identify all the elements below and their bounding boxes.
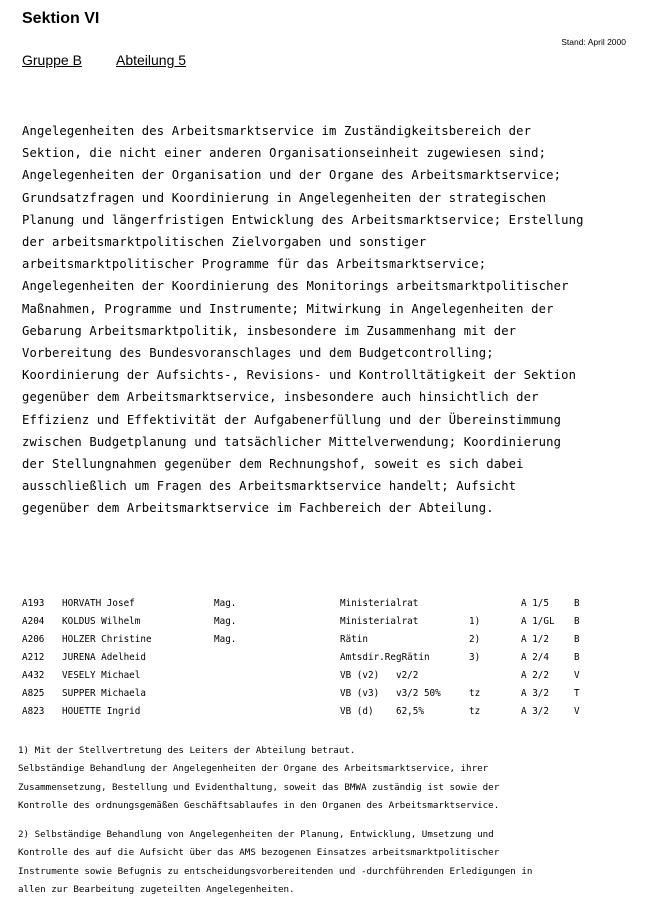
- staff-rank: VB (d) 62,5%: [340, 706, 424, 717]
- staff-id: A823: [22, 706, 45, 717]
- staff-title: Mag.: [214, 598, 237, 609]
- text-line: ausschließlich um Fragen des Arbeitsmarktservice handelt; Aufsicht: [22, 479, 517, 494]
- text-line: Gebarung Arbeitsmarktpolitik, insbesondere im Zusammenhang mit der: [22, 323, 517, 338]
- staff-rank: VB (v2) v2/2: [340, 670, 419, 681]
- staff-rank: Amtsdir.RegRätin: [340, 652, 430, 663]
- text-line: Koordinierung der Aufsichts-, Revisions- und Kontrolltätigkeit der Sektion: [22, 368, 577, 383]
- text-line: zwischen Budgetplanung und tatsächlicher Mittelverwendung; Koordinierung: [22, 434, 562, 449]
- footnote-2-line: Kontrolle des auf die Aufsicht über das AMS bezogenen Einsatzes arbeitsmarktpolitischer: [18, 847, 500, 859]
- staff-grade: A 3/2: [521, 688, 549, 699]
- group-label: Gruppe B: [22, 52, 82, 68]
- staff-name: HORVATH Josef: [62, 598, 135, 609]
- staff-type: V: [574, 706, 580, 717]
- staff-rank: Ministerialrat: [340, 616, 419, 627]
- section-title: Sektion VI: [22, 10, 100, 27]
- text-line: Sektion, die nicht einer anderen Organisationseinheit zugewiesen sind;: [22, 146, 547, 161]
- staff-type: T: [574, 688, 580, 699]
- staff-type: V: [574, 670, 580, 681]
- text-line: Effizienz und Effektivität der Aufgabenerfüllung und der Übereinstimmung: [22, 412, 562, 427]
- date-stamp: Stand: April 2000: [561, 37, 626, 47]
- staff-grade: A 1/GL: [521, 616, 555, 627]
- staff-grade: A 2/2: [521, 670, 549, 681]
- staff-row: [22, 688, 580, 706]
- staff-type: B: [574, 652, 580, 663]
- footnote-2-line: 2) Selbständige Behandlung von Angelegenheiten der Planung, Entwicklung, Umsetzung und: [18, 829, 494, 841]
- staff-note: tz: [469, 688, 481, 699]
- staff-id: A432: [22, 670, 45, 681]
- staff-id: A212: [22, 652, 45, 663]
- department-label: Abteilung 5: [116, 52, 187, 68]
- staff-name: HOLZER Christine: [62, 634, 152, 645]
- staff-row: [22, 652, 580, 670]
- staff-name: SUPPER Michaela: [62, 688, 146, 699]
- footnote-1-line: Zusammensetzung, Bestellung und Evidenthaltung, soweit das BMWA zuständig ist sowie der: [18, 781, 500, 793]
- staff-id: A206: [22, 634, 45, 645]
- staff-grade: A 2/4: [521, 652, 549, 663]
- staff-type: B: [574, 634, 580, 645]
- footnote-1-line: Selbständige Behandlung der Angelegenheiten der Organe des Arbeitsmarktservice, ihrer: [18, 763, 489, 775]
- text-line: Angelegenheiten des Arbeitsmarktservice im Zuständigkeitsbereich der: [22, 124, 532, 138]
- staff-grade: A 3/2: [521, 706, 549, 717]
- text-line: Angelegenheiten der Koordinierung des Monitorings arbeitsmarktpolitischer: [22, 279, 569, 294]
- text-line: gegenüber dem Arbeitsmarktservice im Fachbereich der Abteilung.: [22, 501, 494, 516]
- staff-row: [22, 598, 580, 616]
- staff-note: 3): [469, 652, 481, 663]
- text-line: der Stellungnahmen gegenüber dem Rechnungshof, soweit es sich dabei: [22, 457, 524, 472]
- footnotes: [18, 742, 648, 899]
- staff-grade: A 1/5: [521, 598, 549, 609]
- text-line: Maßnahmen, Programme und Instrumente; Mitwirkung in Angelegenheiten der: [22, 301, 554, 316]
- staff-rank: Ministerialrat: [340, 598, 419, 609]
- footnote-spacer: [18, 815, 648, 826]
- staff-note: 2): [469, 634, 481, 645]
- responsibilities-text: [22, 120, 642, 520]
- staff-row: [22, 616, 580, 634]
- staff-name: JURENA Adelheid: [62, 652, 146, 663]
- text-line: Angelegenheiten der Organisation und der Organe des Arbeitsmarktservice;: [22, 168, 562, 183]
- staff-name: VESELY Michael: [62, 670, 141, 681]
- staff-id: A204: [22, 616, 45, 627]
- footnote-2-line: allen zur Bearbeitung zugeteilten Angelegenheiten.: [18, 884, 295, 896]
- staff-row: [22, 634, 580, 652]
- staff-row: [22, 670, 580, 688]
- footnote-2-line: Instrumente sowie Befugnis zu entscheidungsvorbereitenden und -durchführenden Erledigungen in: [18, 865, 533, 877]
- text-line: der arbeitsmarktpolitischen Zielvorgaben und sonstiger: [22, 235, 427, 250]
- footnote-1-line: 1) Mit der Stellvertretung des Leiters der Abteilung betraut.: [18, 745, 356, 756]
- staff-name: HOUETTE Ingrid: [62, 706, 141, 717]
- staff-rank: Rätin: [340, 634, 368, 645]
- staff-rank: VB (v3) v3/2 50%: [340, 688, 441, 699]
- staff-type: B: [574, 616, 580, 627]
- staff-grade: A 1/2: [521, 634, 549, 645]
- staff-table: [22, 598, 580, 724]
- text-line: Planung und längerfristigen Entwicklung des Arbeitsmarktservice; Erstellung: [22, 212, 584, 227]
- text-line: Vorbereitung des Bundesvoranschlages und dem Budgetcontrolling;: [22, 346, 494, 361]
- staff-note: 1): [469, 616, 481, 627]
- staff-name: KOLDUS Wilhelm: [62, 616, 141, 627]
- staff-id: A193: [22, 598, 45, 609]
- staff-title: Mag.: [214, 634, 237, 645]
- staff-title: Mag.: [214, 616, 237, 627]
- text-line: gegenüber dem Arbeitsmarktservice, insbesondere auch hinsichtlich der: [22, 390, 539, 405]
- text-line: Grundsatzfragen und Koordinierung in Angelegenheiten der strategischen: [22, 190, 547, 205]
- footnote-1-line: Kontrolle des ordnungsgemäßen Geschäftsablaufes in den Organen des Arbeitsmarktservice.: [18, 799, 500, 811]
- staff-id: A825: [22, 688, 45, 699]
- text-line: arbeitsmarktpolitischer Programme für das Arbeitsmarktservice;: [22, 257, 487, 272]
- staff-note: tz: [469, 706, 481, 717]
- staff-type: B: [574, 598, 580, 609]
- staff-row: [22, 706, 580, 724]
